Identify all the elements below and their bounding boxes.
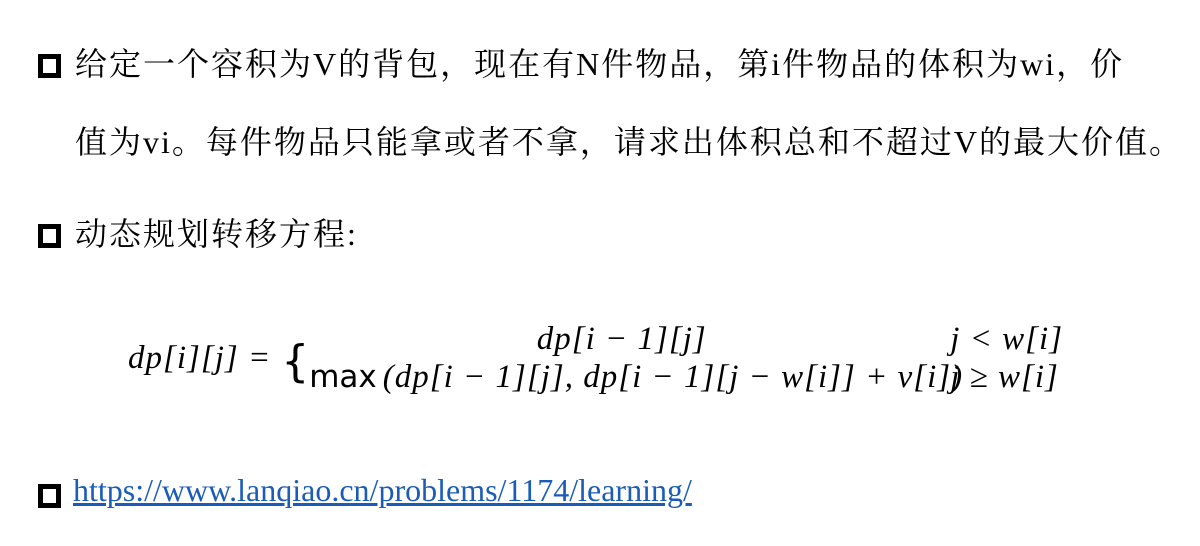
formula-cases	[309, 320, 1090, 396]
problem-statement-line-1: 给定一个容积为V的背包，现在有N件物品，第i件物品的体积为wi，价	[75, 46, 1125, 82]
case-condition: j < w[i]	[950, 321, 1064, 357]
square-bullet-icon	[38, 54, 61, 78]
case-condition: j ≥ w[i]	[950, 359, 1059, 395]
formula-lhs: dp[i][j] =	[128, 339, 272, 376]
dp-equation-heading: 动态规划转移方程:	[75, 216, 358, 252]
dp-transfer-formula	[128, 320, 1090, 396]
formula-open-brace: {	[281, 336, 310, 387]
case-expression: dp[i − 1][j]	[536, 321, 707, 357]
case-expression	[309, 358, 964, 396]
formula-case-row	[309, 320, 1090, 358]
lanqiao-problem-link[interactable]: https://www.lanqiao.cn/problems/1174/learning/	[73, 472, 692, 508]
max-operator: max	[309, 359, 377, 395]
case-expression-body: (dp[i − 1][j], dp[i − 1][j − w[i]] + v[i])	[382, 359, 964, 395]
square-bullet-icon	[38, 484, 61, 508]
problem-statement-line-2: 值为vi。每件物品只能拿或者不拿，请求出体积总和不超过V的最大价值。	[75, 124, 1184, 160]
square-bullet-icon	[38, 224, 61, 248]
formula-case-row	[309, 358, 1090, 396]
resource-link-line	[73, 472, 692, 509]
